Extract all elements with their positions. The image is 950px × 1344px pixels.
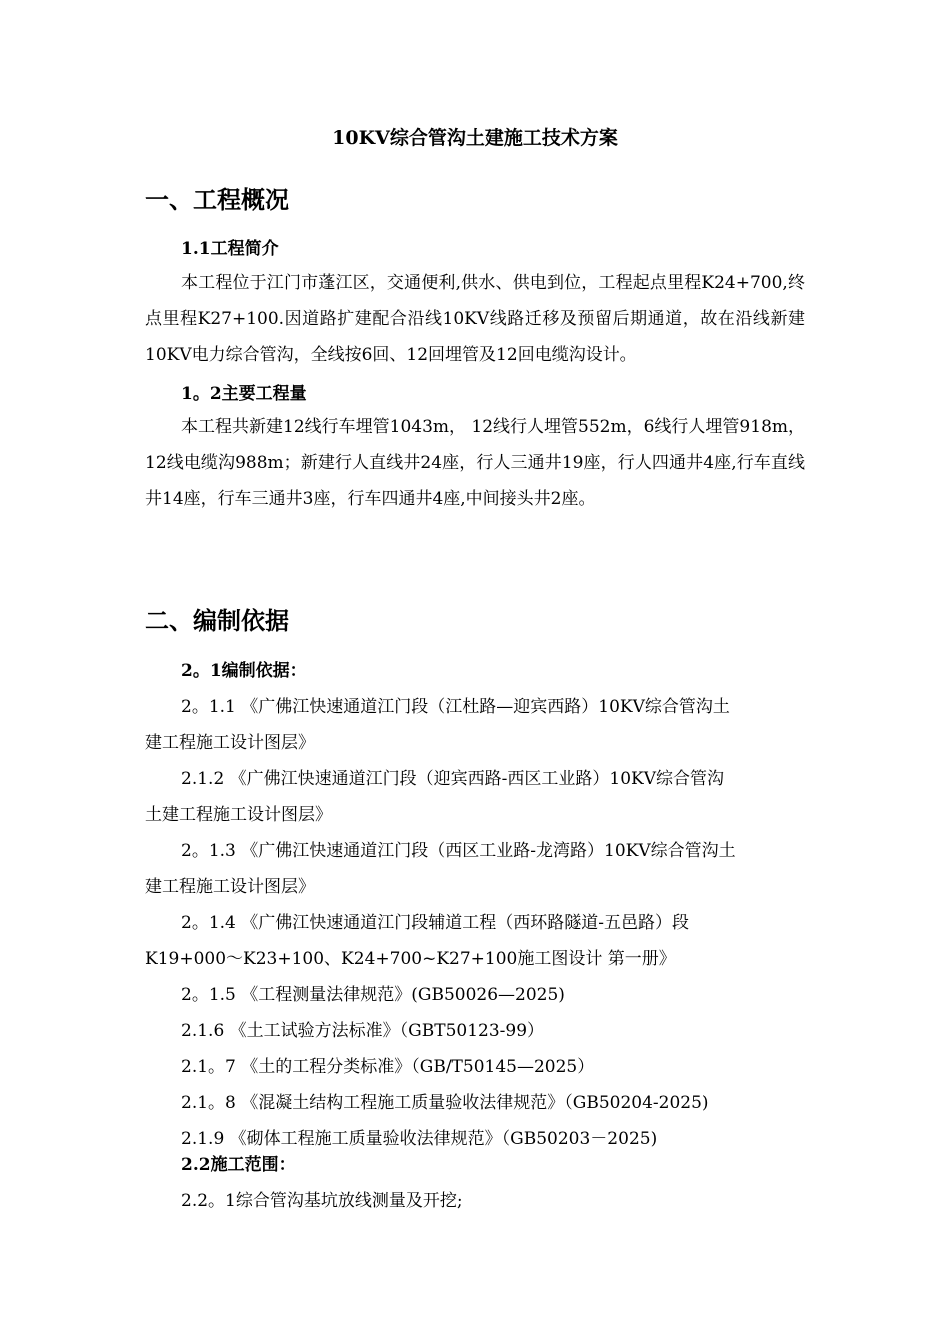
basis-item-2-line2: 土建工程施工设计图层》 <box>145 805 332 825</box>
basis-item-4-line2: K19+000～K23+100、K24+700~K27+100施工图设计 第一册》 <box>145 949 676 969</box>
subsection-heading-quantities: 1。2主要工程量 <box>181 384 307 404</box>
basis-item-4-line1: 2。1.4 《广佛江快速通道江门段辅道工程（西环路隧道-五邑路）段 <box>181 913 689 933</box>
document-title: 10KV综合管沟土建施工技术方案 <box>332 127 618 149</box>
intro-paragraph: 本工程位于江门市蓬江区，交通便利,供水、供电到位，工程起点里程K24+700,终点里程K27+100.因道路扩建配合沿线10KV线路迁移及预留后期通道，故在沿线新建10KV电力综合管沟，全线按6回、12回埋管及12回电缆沟设计。 <box>145 273 805 365</box>
basis-item-9: 2.1.9 《砌体工程施工质量验收法律规范》（GB50203－2025) <box>181 1129 658 1149</box>
basis-item-3-line2: 建工程施工设计图层》 <box>145 877 315 897</box>
subsection-heading-intro: 1.1工程简介 <box>181 239 279 259</box>
basis-item-1-line2: 建工程施工设计图层》 <box>145 733 315 753</box>
section-heading-overview: 一、工程概况 <box>145 185 289 214</box>
basis-item-2-line1: 2.1.2 《广佛江快速通道江门段（迎宾西路-西区工业路）10KV综合管沟 <box>181 769 725 789</box>
basis-item-8: 2.1。8 《混凝土结构工程施工质量验收法律规范》（GB50204-2025) <box>181 1093 709 1113</box>
subsection-heading-scope: 2.2施工范围： <box>181 1155 296 1175</box>
quantities-paragraph: 本工程共新建12线行车埋管1043m， 12线行人埋管552m，6线行人埋管918m， 12线电缆沟988m；新建行人直线井24座，行人三通井19座，行人四通井4座,行车直线井14座，行车三通井3座，行车四通井4座,中间接头井2座。 <box>145 417 806 509</box>
basis-item-1-line1: 2。1.1 《广佛江快速通道江门段（江杜路—迎宾西路）10KV综合管沟土 <box>181 697 730 717</box>
scope-item-1: 2.2。1综合管沟基坑放线测量及开挖; <box>181 1191 463 1211</box>
section-heading-basis: 二、编制依据 <box>145 606 289 635</box>
basis-item-7: 2.1。7 《土的工程分类标准》（GB/T50145—2025） <box>181 1057 595 1077</box>
basis-item-3-line1: 2。1.3 《广佛江快速通道江门段（西区工业路-龙湾路）10KV综合管沟土 <box>181 841 736 861</box>
basis-item-6: 2.1.6 《土工试验方法标准》（GBT50123-99） <box>181 1021 545 1041</box>
basis-item-5: 2。1.5 《工程测量法律规范》(GB50026—2025) <box>181 985 565 1005</box>
subsection-heading-basis: 2。1编制依据： <box>181 661 307 681</box>
